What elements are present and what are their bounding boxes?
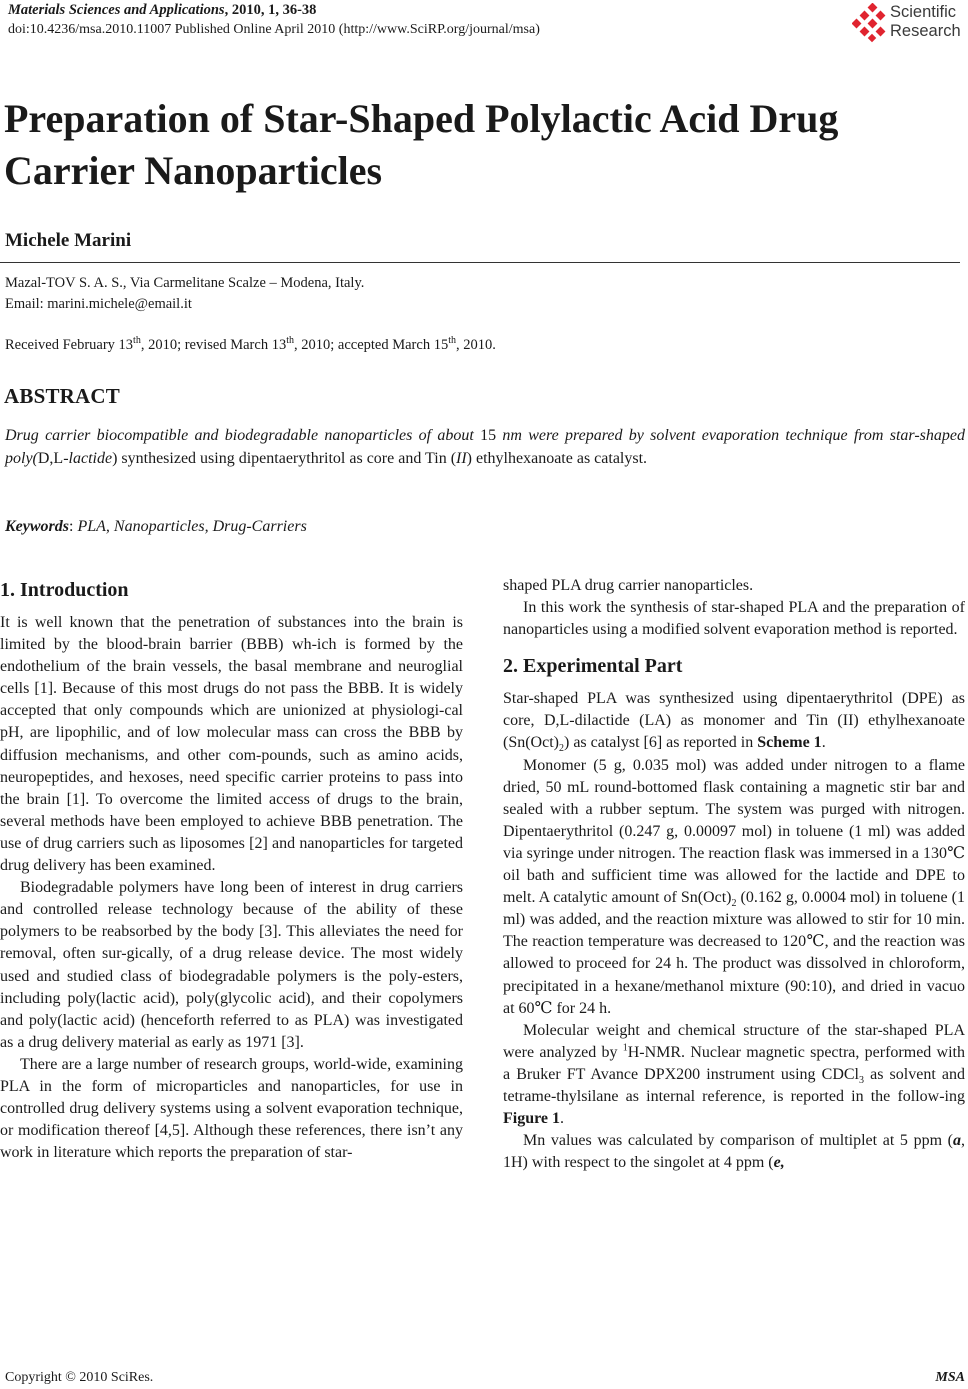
abstract-heading: ABSTRACT: [4, 384, 120, 408]
received-text: Received February 13: [5, 337, 134, 353]
subscript: 2: [731, 898, 737, 910]
section-heading-introduction: 1. Introduction: [0, 579, 129, 601]
subscript: 2: [558, 743, 564, 755]
keywords: [5, 518, 307, 536]
abstract-span: 15: [480, 427, 497, 444]
year-text: , 2010.: [455, 337, 496, 353]
text-run: .: [821, 734, 826, 752]
abstract-span: nm were prepared by solvent evaporation technique from star-shaped poly(: [5, 427, 965, 467]
ordinal-suffix: th: [286, 335, 294, 347]
intro-paragraph-3-continued: shaped PLA drug carrier nanoparticles.: [503, 577, 754, 594]
intro-paragraph-3: There are a large number of research groups, world-wide, examining PLA in the form of microparticles and nanoparticles, for use in controlled drug delivery systems using a solvent evaporation technique, or modification thereof [4,5]. Although these references, there isn’t any work in literature which reports the preparation of star-: [0, 1055, 463, 1162]
experimental-paragraph-2: [503, 755, 965, 1020]
revised-text: , 2010; revised March 13: [140, 337, 287, 353]
received-dates: [5, 337, 496, 354]
scheme-reference: Scheme 1: [757, 734, 822, 752]
logo-line-1: Scientific: [890, 3, 957, 21]
ordinal-suffix: th: [133, 335, 141, 347]
journal-abbreviation: MSA: [935, 1370, 965, 1385]
peak-label: e,: [773, 1154, 785, 1172]
paper-title: Preparation of Star-Shaped Polylactic Acid Drug Carrier Nanoparticles: [4, 96, 839, 193]
author-name: Michele Marini: [5, 230, 132, 251]
journal-issue: , 2010, 1, 36-38: [224, 2, 317, 18]
author-email: Email: marini.michele@email.it: [5, 296, 192, 312]
logo-mark-icon: [852, 3, 892, 43]
ordinal-suffix: th: [448, 335, 456, 347]
scientific-research-logo: [852, 3, 968, 45]
text-run: ) as catalyst [6] as reported in: [563, 734, 758, 752]
keywords-label: Keywords: [5, 518, 69, 535]
text-run: H-NMR. Nuclear magnetic spectra, performed with a Bruker FT Avance DPX200 instrument using CDCl: [503, 1043, 965, 1083]
text-run: Molecular weight and chemical structure of the star-shaped PLA were analyzed by: [503, 1021, 965, 1061]
experimental-paragraph-1: [503, 688, 965, 754]
journal-citation: [8, 2, 316, 19]
title-divider: [0, 262, 960, 263]
abstract-span: -lactide: [63, 449, 113, 467]
logo-wordmark: [890, 3, 961, 41]
text-run: (0.162 g, 0.0004 mol) in toluene (1 ml) was added, and the reaction mixture was allowed to stir for 10 min. The reaction temperature was decreased to 120℃, and the reaction was allowed to proceed for 24 h. The product was dissolved in chloroform, precipitated in a hexane/methanol mixture (90:10), and dried in vacuo at 60℃ for 24 h.: [503, 889, 965, 1017]
intro-paragraph-1: It is well known that the penetration of substances into the brain is limited by the blood-brain barrier (BBB) wh-ich is formed by the endothelium of the brain vessels, the basal membrane and neuroglial cells [1]. Because of this most drugs do not pass the BBB. It is widely accepted that only compounds which are unionized at physiologi-cal pH, are lipophilic, and of low molecular mass can cross the BBB by diffusion mechanisms, and other com-pounds, such as amino acids, neuropeptides, and hexoses, need specific carrier proteins to pass into the brain [1]. To overcome the limited access of drugs to the brain, several methods have been employed to achieve BBB penetration. The use of drug carriers such as liposomes [2] and nanoparticles for targeted drug delivery has been examined.: [0, 614, 463, 875]
section-heading-experimental: 2. Experimental Part: [503, 655, 683, 678]
copyright-notice: Copyright © 2010 SciRes.: [5, 1370, 154, 1385]
subscript: 3: [858, 1075, 864, 1087]
keywords-list: PLA, Nanoparticles, Drug-Carriers: [77, 518, 307, 535]
intro-paragraph-4: In this work the synthesis of star-shaped PLA and the preparation of nanoparticles using a modified solvent evaporation method is reported.: [503, 599, 965, 639]
logo-line-2: Research: [890, 22, 961, 40]
keywords-colon: :: [69, 518, 78, 535]
abstract-span: ) synthesized using dipentaerythritol as core and Tin (: [112, 449, 457, 467]
text-run: as solvent and tetrame-thylsilane as internal reference, is reported in the follow-ing: [503, 1065, 965, 1105]
left-column: [0, 577, 463, 1164]
text-run: Monomer (5 g, 0.035 mol) was added under nitrogen to a flame dried, 50 mL round-bottomed flask containing a magnetic stir bar and sealed with a rubber septum. The system was purged with nitrogen. Dipentaerythritol (0.247 g, 0.00097 mol) in toluene (1 ml) was added via syringe under nitrogen. The reaction flask was immersed in a 130℃ oil bath and sufficient time was allowed for the lactide and DPE to melt. A catalytic amount of Sn(Oct): [503, 756, 965, 907]
abstract-span: II: [456, 449, 467, 467]
experimental-paragraph-3: [503, 1020, 965, 1130]
experimental-paragraph-4: [503, 1130, 965, 1174]
text-run: Mn values was calculated by comparison of multiplet at 5 ppm (: [523, 1132, 953, 1150]
abstract-text: [5, 425, 965, 470]
abstract-span: D,L: [37, 449, 64, 467]
peak-label: a: [953, 1132, 961, 1150]
doi-line: doi:10.4236/msa.2010.11007 Published Online April 2010 (http://www.SciRP.org/journal/msa): [8, 22, 540, 37]
accepted-text: , 2010; accepted March 15: [293, 337, 449, 353]
figure-reference: Figure 1: [503, 1110, 561, 1128]
journal-name: Materials Sciences and Applications: [8, 2, 225, 18]
text-run: .: [560, 1110, 565, 1128]
intro-paragraph-2: Biodegradable polymers have long been of interest in drug carriers and controlled release technology because of the ability of these polymers to be reabsorbed by the body [3]. This alleviates the need for removal, often sur-gically, of a drug release device. The most widely used and studied class of biodegradable polymers is the poly-esters, including poly(lactic acid), poly(glycolic acid), and their copolymers and poly(lactic acid) (henceforth referred to as PLA) was investigated as a drug delivery material as early as 1971 [3].: [0, 879, 463, 1051]
text-run: , 1H) with respect to the singolet at 4 ppm (: [503, 1132, 965, 1172]
superscript: 1: [622, 1042, 628, 1054]
right-column: [503, 575, 965, 1174]
abstract-span: Drug carrier biocompatible and biodegradable nanoparticles of about: [5, 427, 481, 444]
text-run: Star-shaped PLA was synthesized using dipentaerythritol (DPE) as core, D,L-dilactide (LA) as monomer and Tin (II) ethylhexanoate (Sn(Oct): [503, 690, 965, 752]
affiliation: Mazal-TOV S. A. S., Via Carmelitane Scalze – Modena, Italy.: [5, 275, 365, 291]
abstract-span: ) ethylhexanoate as catalyst.: [466, 449, 648, 467]
